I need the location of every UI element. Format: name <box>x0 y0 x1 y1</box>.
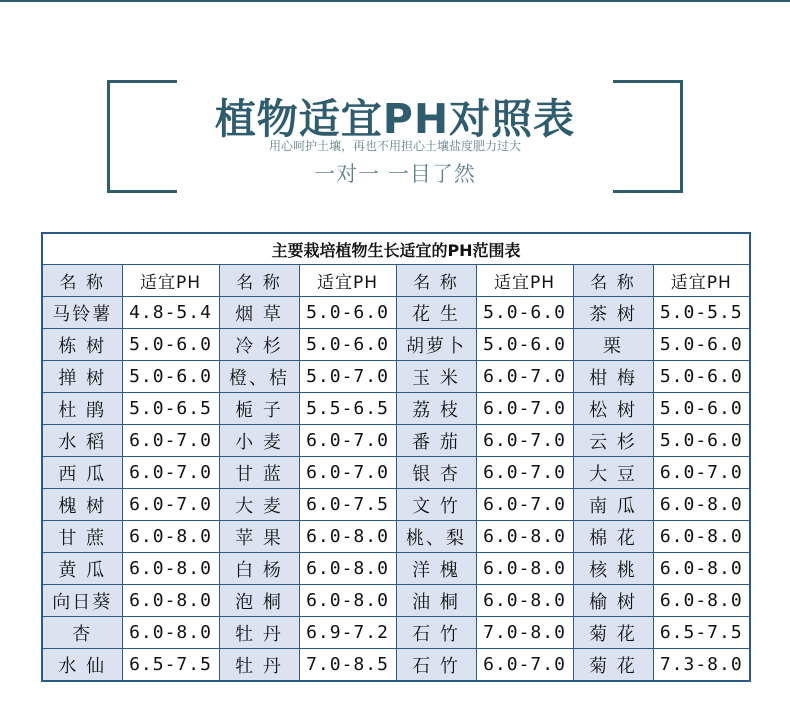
table-row <box>42 361 750 393</box>
table-row <box>42 297 750 329</box>
column-header-ph: 适宜PH <box>653 265 750 297</box>
plant-name-cell: 栗 <box>573 329 653 361</box>
plant-name-cell: 白 杨 <box>219 553 299 585</box>
ph-range-cell: 5.0-5.5 <box>653 297 750 329</box>
ph-range-cell: 6.0-7.0 <box>299 457 396 489</box>
plant-name-cell: 栀 子 <box>219 393 299 425</box>
plant-name-cell: 杜 鹃 <box>42 393 122 425</box>
plant-name-cell: 牡 丹 <box>219 617 299 649</box>
ph-range-cell: 6.0-7.0 <box>122 489 219 521</box>
ph-range-cell: 6.0-8.0 <box>122 521 219 553</box>
table-caption: 主要栽培植物生长适宜的PH范围表 <box>42 233 750 265</box>
plant-name-cell: 石 竹 <box>396 649 476 682</box>
table-row <box>42 553 750 585</box>
ph-range-cell: 5.0-6.0 <box>653 361 750 393</box>
ph-range-cell: 5.0-6.0 <box>476 297 573 329</box>
table-row <box>42 649 750 682</box>
ph-range-cell: 6.0-7.0 <box>122 425 219 457</box>
ph-range-cell: 6.0-7.5 <box>299 489 396 521</box>
plant-name-cell: 桃、梨 <box>396 521 476 553</box>
ph-range-cell: 7.0-8.5 <box>299 649 396 682</box>
column-header-name: 名 称 <box>219 265 299 297</box>
plant-name-cell: 甘 蓝 <box>219 457 299 489</box>
ph-table <box>41 232 751 682</box>
plant-name-cell: 烟 草 <box>219 297 299 329</box>
ph-range-cell: 5.0-6.0 <box>122 329 219 361</box>
page-title: 植物适宜PH对照表 <box>214 95 576 143</box>
plant-name-cell: 栋 树 <box>42 329 122 361</box>
column-header-name: 名 称 <box>42 265 122 297</box>
ph-range-cell: 6.0-8.0 <box>653 585 750 617</box>
plant-name-cell: 向日葵 <box>42 585 122 617</box>
ph-range-cell: 6.0-8.0 <box>653 489 750 521</box>
plant-name-cell: 文 竹 <box>396 489 476 521</box>
ph-range-cell: 5.0-6.0 <box>122 361 219 393</box>
ph-range-cell: 6.0-8.0 <box>653 553 750 585</box>
table-row <box>42 425 750 457</box>
plant-name-cell: 棉 花 <box>573 521 653 553</box>
ph-range-cell: 6.0-7.0 <box>476 361 573 393</box>
plant-name-cell: 油 桐 <box>396 585 476 617</box>
plant-name-cell: 水 仙 <box>42 649 122 682</box>
ph-range-cell: 6.0-8.0 <box>299 521 396 553</box>
ph-range-cell: 6.0-7.0 <box>299 425 396 457</box>
plant-name-cell: 水 稻 <box>42 425 122 457</box>
plant-name-cell: 马铃薯 <box>42 297 122 329</box>
ph-range-cell: 4.8-5.4 <box>122 297 219 329</box>
plant-name-cell: 大 麦 <box>219 489 299 521</box>
table-row <box>42 457 750 489</box>
table-row <box>42 521 750 553</box>
plant-name-cell: 大 豆 <box>573 457 653 489</box>
plant-name-cell: 石 竹 <box>396 617 476 649</box>
ph-range-cell: 6.0-8.0 <box>122 617 219 649</box>
plant-name-cell: 榆 树 <box>573 585 653 617</box>
ph-range-cell: 5.0-6.0 <box>476 329 573 361</box>
ph-range-cell: 6.0-8.0 <box>476 521 573 553</box>
table-row <box>42 489 750 521</box>
ph-range-cell: 5.0-6.0 <box>653 393 750 425</box>
plant-name-cell: 黄 瓜 <box>42 553 122 585</box>
plant-name-cell: 茶 树 <box>573 297 653 329</box>
plant-name-cell: 菊 花 <box>573 617 653 649</box>
ph-range-cell: 5.0-6.0 <box>299 297 396 329</box>
ph-range-cell: 5.0-6.0 <box>653 329 750 361</box>
column-header-name: 名 称 <box>573 265 653 297</box>
ph-range-cell: 7.3-8.0 <box>653 649 750 682</box>
plant-name-cell: 橙、桔 <box>219 361 299 393</box>
plant-name-cell: 荔 枝 <box>396 393 476 425</box>
ph-range-cell: 6.0-8.0 <box>476 585 573 617</box>
ph-range-cell: 6.0-8.0 <box>299 585 396 617</box>
ph-range-cell: 5.0-6.0 <box>653 425 750 457</box>
ph-range-cell: 6.0-7.0 <box>476 425 573 457</box>
ph-range-cell: 5.5-6.5 <box>299 393 396 425</box>
title-frame-right-bracket <box>613 80 683 193</box>
ph-range-cell: 6.0-7.0 <box>476 489 573 521</box>
plant-name-cell: 冷 杉 <box>219 329 299 361</box>
column-header-ph: 适宜PH <box>299 265 396 297</box>
table-body <box>42 297 750 682</box>
plant-name-cell: 牡 丹 <box>219 649 299 682</box>
ph-range-cell: 6.0-7.0 <box>476 457 573 489</box>
plant-name-cell: 杏 <box>42 617 122 649</box>
page-tagline: 一对一 一目了然 <box>314 162 476 186</box>
plant-name-cell: 菊 花 <box>573 649 653 682</box>
column-header-ph: 适宜PH <box>476 265 573 297</box>
plant-name-cell: 小 麦 <box>219 425 299 457</box>
title-frame-left-bracket <box>107 80 177 193</box>
ph-range-cell: 6.0-7.0 <box>476 393 573 425</box>
plant-name-cell: 掸 树 <box>42 361 122 393</box>
ph-range-cell: 6.0-8.0 <box>122 553 219 585</box>
column-header-ph: 适宜PH <box>122 265 219 297</box>
plant-name-cell: 胡萝卜 <box>396 329 476 361</box>
table-row <box>42 585 750 617</box>
top-divider-line <box>0 0 790 2</box>
plant-name-cell: 苹 果 <box>219 521 299 553</box>
ph-range-cell: 5.0-7.0 <box>299 361 396 393</box>
plant-name-cell: 银 杏 <box>396 457 476 489</box>
table-row <box>42 617 750 649</box>
ph-range-cell: 5.0-6.5 <box>122 393 219 425</box>
ph-range-cell: 6.0-7.0 <box>653 457 750 489</box>
page-subtitle: 用心呵护土壤，再也不用担心土壤盐度肥力过大 <box>268 139 521 153</box>
plant-name-cell: 松 树 <box>573 393 653 425</box>
plant-name-cell: 云 杉 <box>573 425 653 457</box>
plant-name-cell: 甘 蔗 <box>42 521 122 553</box>
plant-name-cell: 泡 桐 <box>219 585 299 617</box>
table-row <box>42 329 750 361</box>
ph-range-cell: 6.0-7.0 <box>476 649 573 682</box>
plant-name-cell: 南 瓜 <box>573 489 653 521</box>
plant-name-cell: 槐 树 <box>42 489 122 521</box>
ph-range-cell: 6.9-7.2 <box>299 617 396 649</box>
table-row <box>42 393 750 425</box>
column-header-name: 名 称 <box>396 265 476 297</box>
ph-range-cell: 6.0-7.0 <box>122 457 219 489</box>
plant-name-cell: 番 茄 <box>396 425 476 457</box>
plant-name-cell: 玉 米 <box>396 361 476 393</box>
plant-name-cell: 洋 槐 <box>396 553 476 585</box>
plant-name-cell: 核 桃 <box>573 553 653 585</box>
plant-name-cell: 西 瓜 <box>42 457 122 489</box>
ph-range-cell: 6.5-7.5 <box>653 617 750 649</box>
plant-name-cell: 花 生 <box>396 297 476 329</box>
table-header-row <box>42 265 750 297</box>
ph-range-cell: 6.0-8.0 <box>653 521 750 553</box>
ph-range-cell: 6.0-8.0 <box>476 553 573 585</box>
plant-name-cell: 柑 梅 <box>573 361 653 393</box>
ph-range-cell: 7.0-8.0 <box>476 617 573 649</box>
ph-range-cell: 6.5-7.5 <box>122 649 219 682</box>
ph-range-cell: 6.0-8.0 <box>122 585 219 617</box>
ph-table-container <box>41 232 749 680</box>
ph-range-cell: 5.0-6.0 <box>299 329 396 361</box>
ph-range-cell: 6.0-8.0 <box>299 553 396 585</box>
